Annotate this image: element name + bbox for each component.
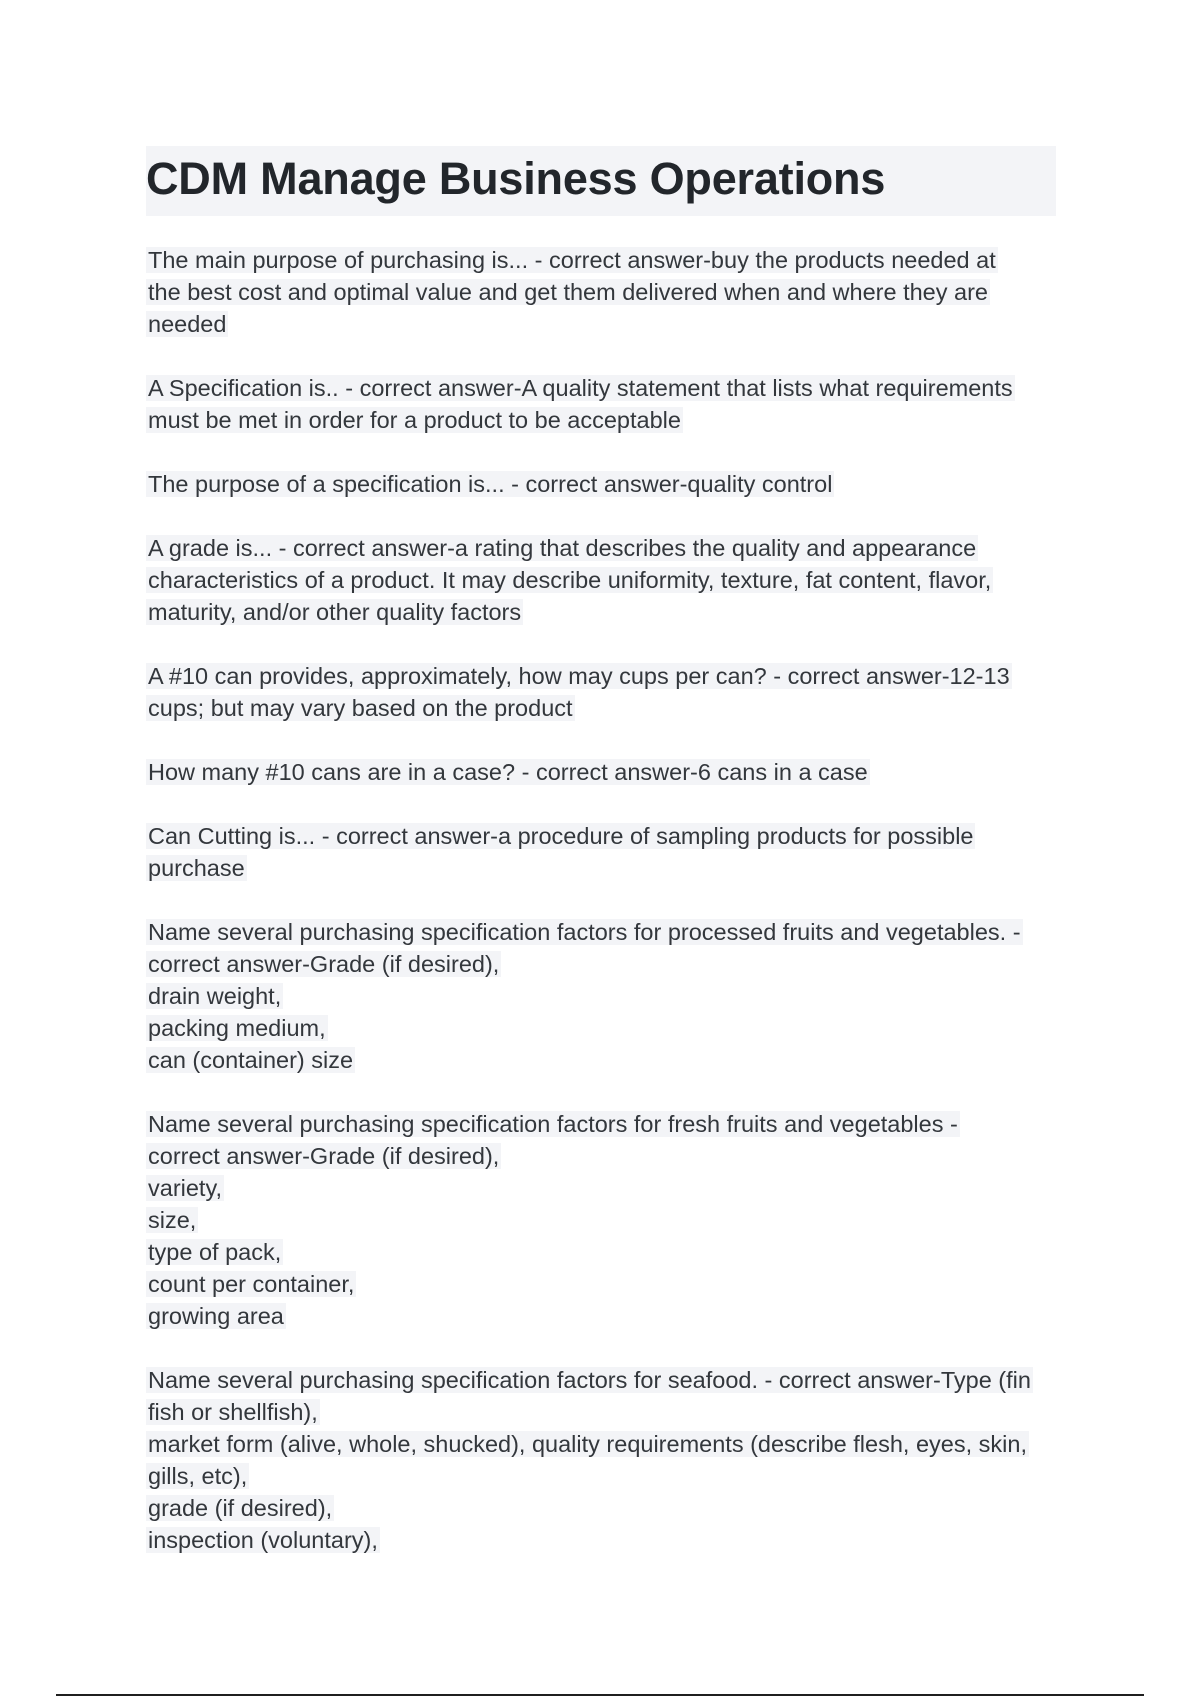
qa-line: must be met in order for a product to be acceptable (148, 407, 681, 433)
qa-line: A grade is... - correct answer-a rating that describes the quality and appearance (148, 535, 977, 561)
page-title: CDM Manage Business Operations (146, 153, 886, 204)
qa-line: cups; but may vary based on the product (148, 695, 573, 721)
qa-item (146, 532, 1056, 628)
qa-item (146, 1364, 1056, 1556)
qa-line: count per container, (148, 1271, 355, 1297)
qa-item (146, 244, 1056, 340)
qa-item (146, 756, 1056, 788)
qa-line: market form (alive, whole, shucked), quality requirements (describe flesh, eyes, skin, (148, 1431, 1027, 1457)
qa-item (146, 468, 1056, 500)
qa-line: packing medium, (148, 1015, 326, 1041)
qa-line: Can Cutting is... - correct answer-a procedure of sampling products for possible (148, 823, 974, 849)
qa-item (146, 916, 1056, 1076)
qa-line: the best cost and optimal value and get them delivered when and where they are (148, 279, 988, 305)
qa-line: fish or shellfish), (148, 1399, 318, 1425)
title-block (146, 146, 1056, 216)
qa-line: maturity, and/or other quality factors (148, 599, 522, 625)
page-bottom-rule (56, 1694, 1144, 1696)
qa-item (146, 660, 1056, 724)
qa-line: can (container) size (148, 1047, 354, 1073)
qa-line: type of pack, (148, 1239, 282, 1265)
document-content (146, 146, 1056, 1588)
qa-line: correct answer-Grade (if desired), (148, 1143, 500, 1169)
qa-item (146, 820, 1056, 884)
qa-line: characteristics of a product. It may describe uniformity, texture, fat content, flavor, (148, 567, 992, 593)
qa-line: A #10 can provides, approximately, how may cups per can? - correct answer-12-13 (148, 663, 1010, 689)
qa-line: grade (if desired), (148, 1495, 333, 1521)
qa-line: Name several purchasing specification factors for fresh fruits and vegetables - (148, 1111, 958, 1137)
qa-item (146, 372, 1056, 436)
qa-line: Name several purchasing specification factors for seafood. - correct answer-Type (fin (148, 1367, 1031, 1393)
qa-line: growing area (148, 1303, 284, 1329)
qa-line: correct answer-Grade (if desired), (148, 951, 500, 977)
qa-line: Name several purchasing specification factors for processed fruits and vegetables. - (148, 919, 1021, 945)
qa-line: needed (148, 311, 227, 337)
qa-line: The purpose of a specification is... - correct answer-quality control (148, 471, 833, 497)
qa-line: gills, etc), (148, 1463, 248, 1489)
qa-line: size, (148, 1207, 197, 1233)
qa-line: purchase (148, 855, 245, 881)
qa-line: inspection (voluntary), (148, 1527, 378, 1553)
qa-item (146, 1108, 1056, 1332)
qa-line: A Specification is.. - correct answer-A quality statement that lists what requirements (148, 375, 1013, 401)
qa-line: drain weight, (148, 983, 282, 1009)
qa-line: The main purpose of purchasing is... - correct answer-buy the products needed at (148, 247, 996, 273)
qa-line: How many #10 cans are in a case? - correct answer-6 cans in a case (148, 759, 868, 785)
qa-line: variety, (148, 1175, 222, 1201)
